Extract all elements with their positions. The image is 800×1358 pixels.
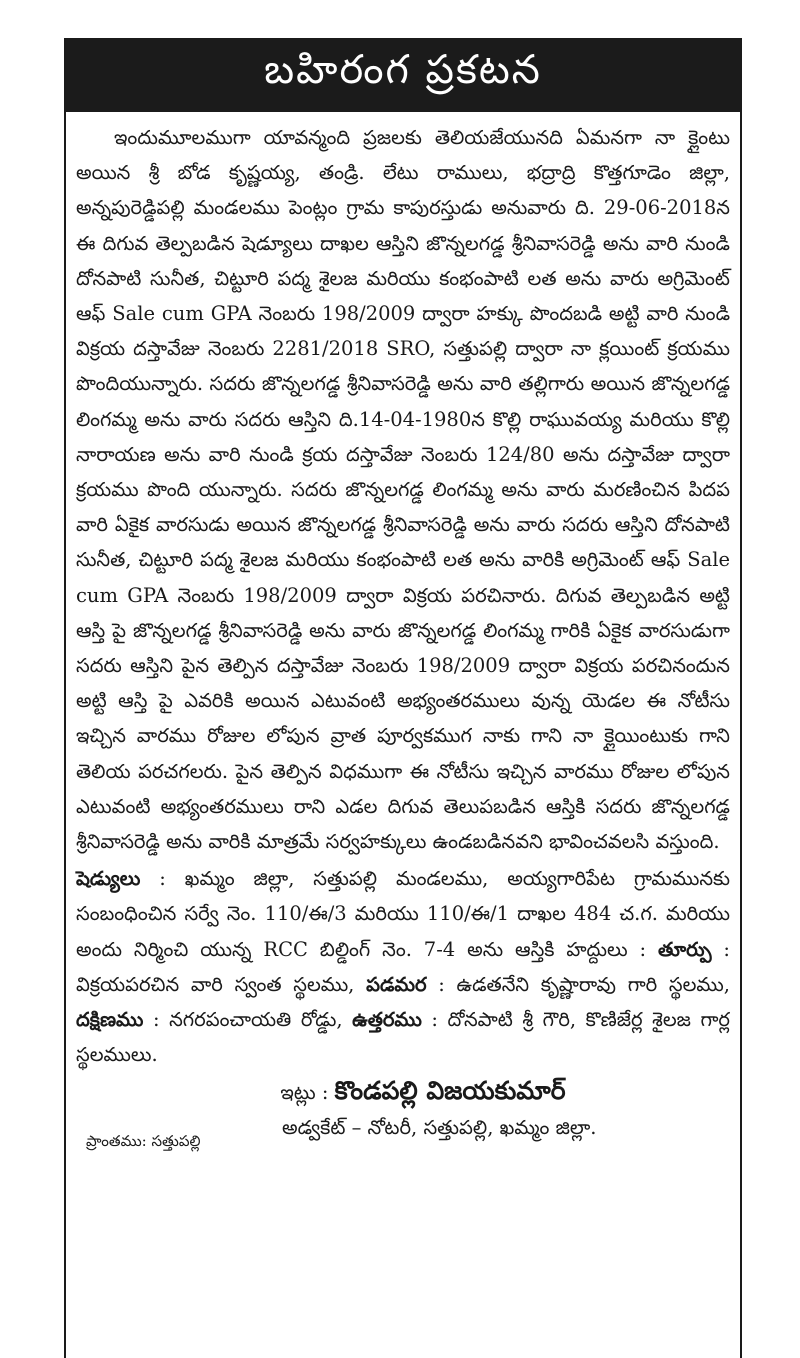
signature-footer bbox=[76, 1110, 730, 1151]
south-label: దక్షిణము bbox=[76, 1008, 144, 1032]
schedule-text-5: : దోనపాటి శ్రీ గౌరి, కొణిజేర్ల శైలజ గార్ల స్థలములు. bbox=[76, 1008, 730, 1067]
place-label: ప్రాంతము: సత్తుపల్లి bbox=[86, 1132, 201, 1151]
signatory-designation: అడ్వకేట్ – నోటరీ, సత్తుపల్లి, ఖమ్మం జిల్లా. bbox=[282, 1116, 597, 1140]
notice-title: బహిరంగ ప్రకటన bbox=[66, 38, 740, 112]
schedule-text-2: : విక్రయపరచిన వారి స్వంత స్థలము, bbox=[76, 937, 730, 996]
schedule-text-1: : ఖమ్మం జిల్లా, సత్తుపల్లి మండలము, అయ్యగారిపేట గ్రామమునకు సంబంధించిన సర్వే నెం. 110/ఈ/3 మరియు 110/ఈ/1 దాఖల 484 చ.గ. మరియు అందు నిర్మించి యున్న RCC బిల్డింగ్ నెం. 7-4 అను ఆస్తికి హద్దులు : bbox=[76, 867, 730, 961]
signature-line bbox=[76, 1074, 730, 1110]
notice-paragraph: ఇందుమూలముగా యావన్మంది ప్రజలకు తెలియజేయునది ఏమనగా నా క్లైంటు అయిన శ్రీ బోడ కృష్ణయ్య, తండ్రి. లేటు రాములు, భద్రాద్రి కొత్తగూడెం జిల్లా, అన్నపురెడ్డిపల్లి మండలము పెంట్లం గ్రామ కాపురస్తుడు అనువారు ది. 29-06-2018న ఈ దిగువ తెల్పబడిన షెడ్యూలు దాఖల ఆస్తిని జొన్నలగడ్డ శ్రీనివాసరెడ్డి అను వారి నుండి దోనపాటి సునీత, చిట్టూరి పద్మ శైలజ మరియు కంభంపాటి లత అను వారు అగ్రిమెంట్ ఆఫ్ Sale cum GPA నెంబరు 198/2009 ద్వారా హక్కు పొందబడి అట్టి వారి నుండి విక్రయ దస్తావేజు నెంబరు 2281/2018 SRO, సత్తుపల్లి ద్వారా నా క్లయింట్ క్రయము పొందియున్నారు. సదరు జొన్నలగడ్డ శ్రీనివాసరెడ్డి అను వారి తల్లిగారు అయిన జొన్నలగడ్డ లింగమ్మ అను వారు సదరు ఆస్తిని ది.14-04-1980న కొల్లి రాఘువయ్య మరియు కొల్లి నారాయణ అను వారి నుండి క్రయ దస్తావేజు నెంబరు 124/80 అను దస్తావేజు ద్వారా క్రయము పొంది యున్నారు. సదరు జొన్నలగడ్డ లింగమ్మ అను వారు మరణించిన పిదప వారి ఏకైక వారసుడు అయిన జొన్నలగడ్డ శ్రీనివాసరెడ్డి అను వారు సదరు ఆస్తిని దోనపాటి సునీత, చిట్టూరి పద్మ శైలజ మరియు కంభంపాటి లత అను వారికి అగ్రిమెంట్ ఆఫ్ Sale cum GPA నెంబరు 198/2009 ద్వారా విక్రయ పరచినారు. దిగువ తెల్పబడిన అట్టి ఆస్తి పై జొన్నలగడ్డ శ్రీనివాసరెడ్డి అను వారు జొన్నలగడ్డ లింగమ్మ గారికి ఏకైక వారసుడుగా సదరు ఆస్తిని పైన తెల్పిన దస్తావేజు నెంబరు 198/2009 ద్వారా విక్రయ పరచినందున అట్టి ఆస్తి పై ఎవరికి అయిన ఎటువంటి అభ్యంతరములు వున్న యెడల ఈ నోటీసు ఇచ్చిన వారము రోజుల లోపున వ్రాత పూర్వకముగ నాకు గాని నా క్లైయింటుకు గాని తెలియ పరచగలరు. పైన తెల్పిన విధముగా ఈ నోటీసు ఇచ్చిన వారము రోజుల లోపున ఎటువంటి అభ్యంతరములు రాని ఎడల దిగువ తెలుపబడిన ఆస్తికి సదరు జొన్నలగడ్డ శ్రీనివాసరెడ్డి అను వారికి మాత్రమే సర్వహక్కులు ఉండబడినవని భావించవలసి వస్తుంది. bbox=[76, 126, 730, 854]
east-label: తూర్పు bbox=[657, 937, 712, 961]
schedule-text-3: : ఉడతనేని కృష్ణారావు గారి స్థలము, bbox=[426, 972, 731, 996]
north-label: ఉత్తరము bbox=[352, 1008, 422, 1032]
signatory-name: కొండపల్లి విజయకుమార్ bbox=[334, 1076, 566, 1106]
schedule-text-4: : నగరపంచాయతి రోడ్డు, bbox=[143, 1008, 353, 1032]
schedule-label: షెడ్యులు bbox=[76, 867, 141, 891]
west-label: పడమర bbox=[366, 972, 427, 996]
public-notice bbox=[64, 38, 742, 1358]
notice-body bbox=[66, 112, 740, 1151]
signature-prefix: ఇట్లు : bbox=[280, 1081, 335, 1105]
schedule-paragraph bbox=[76, 861, 730, 1072]
